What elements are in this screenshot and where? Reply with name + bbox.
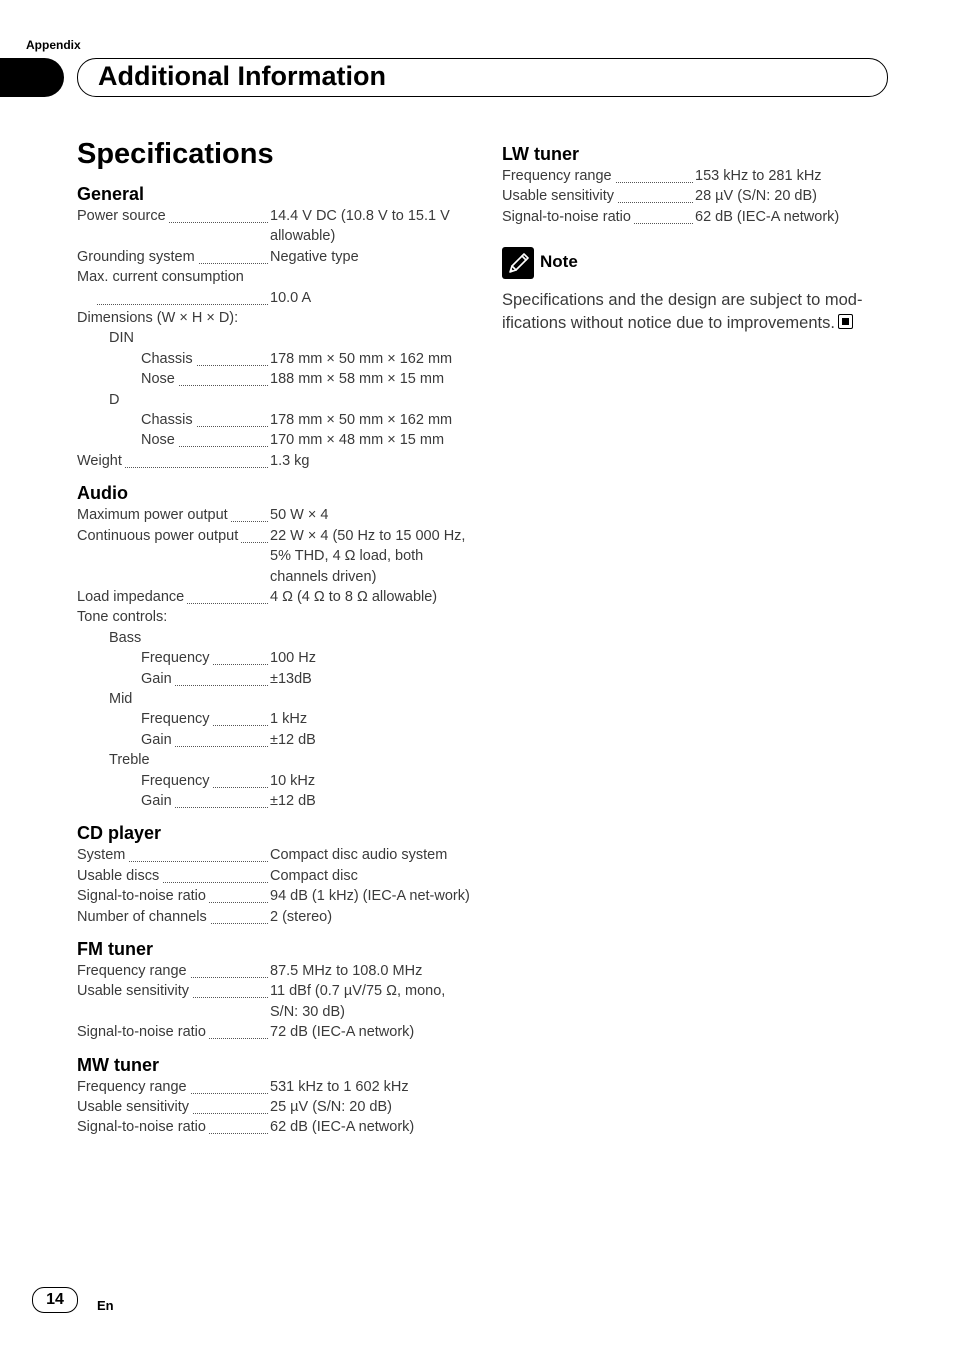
spec-label: Usable sensitivity: [77, 1099, 192, 1115]
spec-value: 10 kHz: [270, 772, 316, 789]
spec-label: Frequency: [141, 650, 213, 666]
spec-value: 11 dBf (0.7 µV/75 Ω, mono, S/N: 30 dB): [270, 983, 446, 1020]
section-title-mw-tuner: MW tuner: [77, 1054, 159, 1075]
page-title: Specifications: [77, 138, 274, 170]
spec-value: 62 dB (IEC-A network): [695, 208, 840, 225]
subgroup-treble: Treble: [109, 752, 150, 769]
note-body: Specifications and the design are subject to mod-ifications without notice due to improvements.: [502, 291, 863, 333]
spec-label-dimensions: Dimensions (W × H × D):: [77, 310, 239, 327]
language-label: En: [97, 1298, 114, 1313]
spec-value: 28 µV (S/N: 20 dB): [695, 188, 817, 205]
spec-value: Compact disc: [270, 867, 358, 884]
chapter-banner: [77, 58, 888, 97]
spec-value: 100 Hz: [270, 650, 316, 667]
spec-value: 1 kHz: [270, 711, 308, 728]
spec-value: 50 W × 4: [270, 507, 329, 524]
spec-label: Signal-to-noise ratio: [502, 209, 634, 225]
spec-lw-sensitivity: [502, 186, 902, 206]
spec-value: 188 mm × 58 mm × 15 mm: [270, 371, 445, 388]
spec-label: Usable discs: [77, 868, 162, 884]
section-title-audio: Audio: [77, 483, 128, 504]
section-title-lw-tuner: LW tuner: [502, 144, 579, 164]
spec-value: 25 µV (S/N: 20 dB): [270, 1099, 392, 1116]
right-column: [502, 142, 902, 335]
spec-label: Signal-to-noise ratio: [77, 888, 209, 904]
spec-label: Continuous power output: [77, 528, 241, 544]
spec-d-chassis: [77, 410, 477, 430]
spec-mid-gain: [77, 730, 477, 750]
spec-label: Gain: [141, 732, 175, 748]
spec-label-max-current: Max. current consumption: [77, 269, 244, 286]
spec-cd-channels: [77, 907, 477, 927]
spec-fm-frequency-range: [77, 961, 477, 981]
spec-lw-frequency-range: [502, 166, 902, 186]
spec-label: Nose: [141, 432, 178, 448]
spec-d-nose: [77, 430, 477, 450]
spec-label: Signal-to-noise ratio: [77, 1024, 209, 1040]
chapter-title: Additional Information: [98, 61, 386, 91]
note-pencil-icon: [502, 247, 534, 279]
spec-value: Negative type: [270, 248, 359, 265]
left-column: [77, 182, 477, 1138]
spec-label: Frequency range: [77, 1079, 190, 1095]
spec-label: Power source: [77, 208, 169, 224]
spec-cd-system: [77, 845, 477, 865]
page-number: 14: [32, 1287, 78, 1313]
spec-value: 72 dB (IEC-A network): [270, 1024, 415, 1041]
spec-cd-usable-discs: [77, 866, 477, 886]
spec-continuous-power: [77, 526, 477, 587]
spec-label: Usable sensitivity: [502, 188, 617, 204]
section-title-fm-tuner: FM tuner: [77, 939, 153, 959]
spec-lw-snr: [502, 207, 902, 227]
spec-cd-snr: [77, 886, 477, 906]
spec-bass-frequency: [77, 648, 477, 668]
spec-value: 178 mm × 50 mm × 162 mm: [270, 350, 453, 367]
spec-load-impedance: [77, 587, 477, 607]
spec-value: 62 dB (IEC-A network): [270, 1119, 415, 1136]
end-mark-icon: [838, 314, 853, 329]
spec-value: 1.3 kg: [270, 452, 310, 469]
spec-label: Usable sensitivity: [77, 983, 192, 999]
spec-label: Chassis: [141, 351, 196, 367]
spec-value: 94 dB (1 kHz) (IEC-A net-work): [270, 888, 470, 905]
section-title-cd-player: CD player: [77, 823, 162, 844]
spec-value: 170 mm × 48 mm × 15 mm: [270, 432, 445, 449]
spec-max-current: [77, 288, 477, 308]
spec-label: Frequency range: [502, 168, 615, 184]
spec-value: ±13dB: [270, 670, 312, 687]
spec-value: 4 Ω (4 Ω to 8 Ω allowable): [270, 588, 438, 605]
spec-label: Grounding system: [77, 249, 198, 265]
spec-max-power: [77, 505, 477, 525]
spec-value: 153 kHz to 281 kHz: [695, 168, 822, 184]
subgroup-bass: Bass: [109, 629, 142, 646]
spec-label: Nose: [141, 371, 178, 387]
spec-value: 14.4 V DC (10.8 V to 15.1 V allowable): [270, 208, 450, 245]
subgroup-mid: Mid: [109, 690, 133, 707]
spec-value: 22 W × 4 (50 Hz to 15 000 Hz, 5% THD, 4 Ω load, both channels driven): [270, 527, 466, 585]
section-tab-marker: [0, 58, 64, 97]
spec-label: Weight: [77, 453, 125, 469]
spec-label: Gain: [141, 793, 175, 809]
spec-treble-gain: [77, 791, 477, 811]
spec-label-tone-controls: Tone controls:: [77, 609, 168, 626]
spec-value: 2 (stereo): [270, 908, 333, 925]
note-header: [502, 247, 902, 279]
spec-label: Chassis: [141, 412, 196, 428]
spec-din-nose: [77, 369, 477, 389]
spec-mw-frequency-range: [77, 1077, 477, 1097]
spec-value: 531 kHz to 1 602 kHz: [270, 1078, 409, 1095]
subgroup-d: D: [109, 391, 120, 408]
spec-value: ±12 dB: [270, 792, 316, 809]
spec-label: Number of channels: [77, 909, 210, 925]
spec-weight: [77, 451, 477, 471]
note-label: Note: [540, 252, 578, 272]
section-label: Appendix: [26, 38, 81, 52]
spec-mid-frequency: [77, 709, 477, 729]
spec-label: Maximum power output: [77, 507, 231, 523]
spec-value: ±12 dB: [270, 731, 316, 748]
spec-label: Frequency range: [77, 963, 190, 979]
spec-fm-sensitivity: [77, 981, 477, 1022]
spec-mw-sensitivity: [77, 1097, 477, 1117]
spec-label: Load impedance: [77, 589, 187, 605]
spec-fm-snr: [77, 1022, 477, 1042]
spec-mw-snr: [77, 1117, 477, 1137]
spec-value: 178 mm × 50 mm × 162 mm: [270, 412, 453, 429]
spec-label: Gain: [141, 671, 175, 687]
spec-power-source: [77, 206, 477, 247]
spec-din-chassis: [77, 349, 477, 369]
spec-label: Frequency: [141, 773, 213, 789]
section-title-general: General: [77, 184, 145, 204]
note-text: [502, 289, 892, 335]
spec-label: Signal-to-noise ratio: [77, 1119, 209, 1135]
spec-treble-frequency: [77, 771, 477, 791]
spec-bass-gain: [77, 669, 477, 689]
spec-label: System: [77, 847, 128, 863]
spec-value: 10.0 A: [270, 289, 312, 306]
spec-value: 87.5 MHz to 108.0 MHz: [270, 963, 423, 979]
subgroup-din: DIN: [109, 330, 134, 347]
spec-value: Compact disc audio system: [270, 847, 448, 864]
spec-grounding-system: [77, 247, 477, 267]
spec-label: Frequency: [141, 711, 213, 727]
